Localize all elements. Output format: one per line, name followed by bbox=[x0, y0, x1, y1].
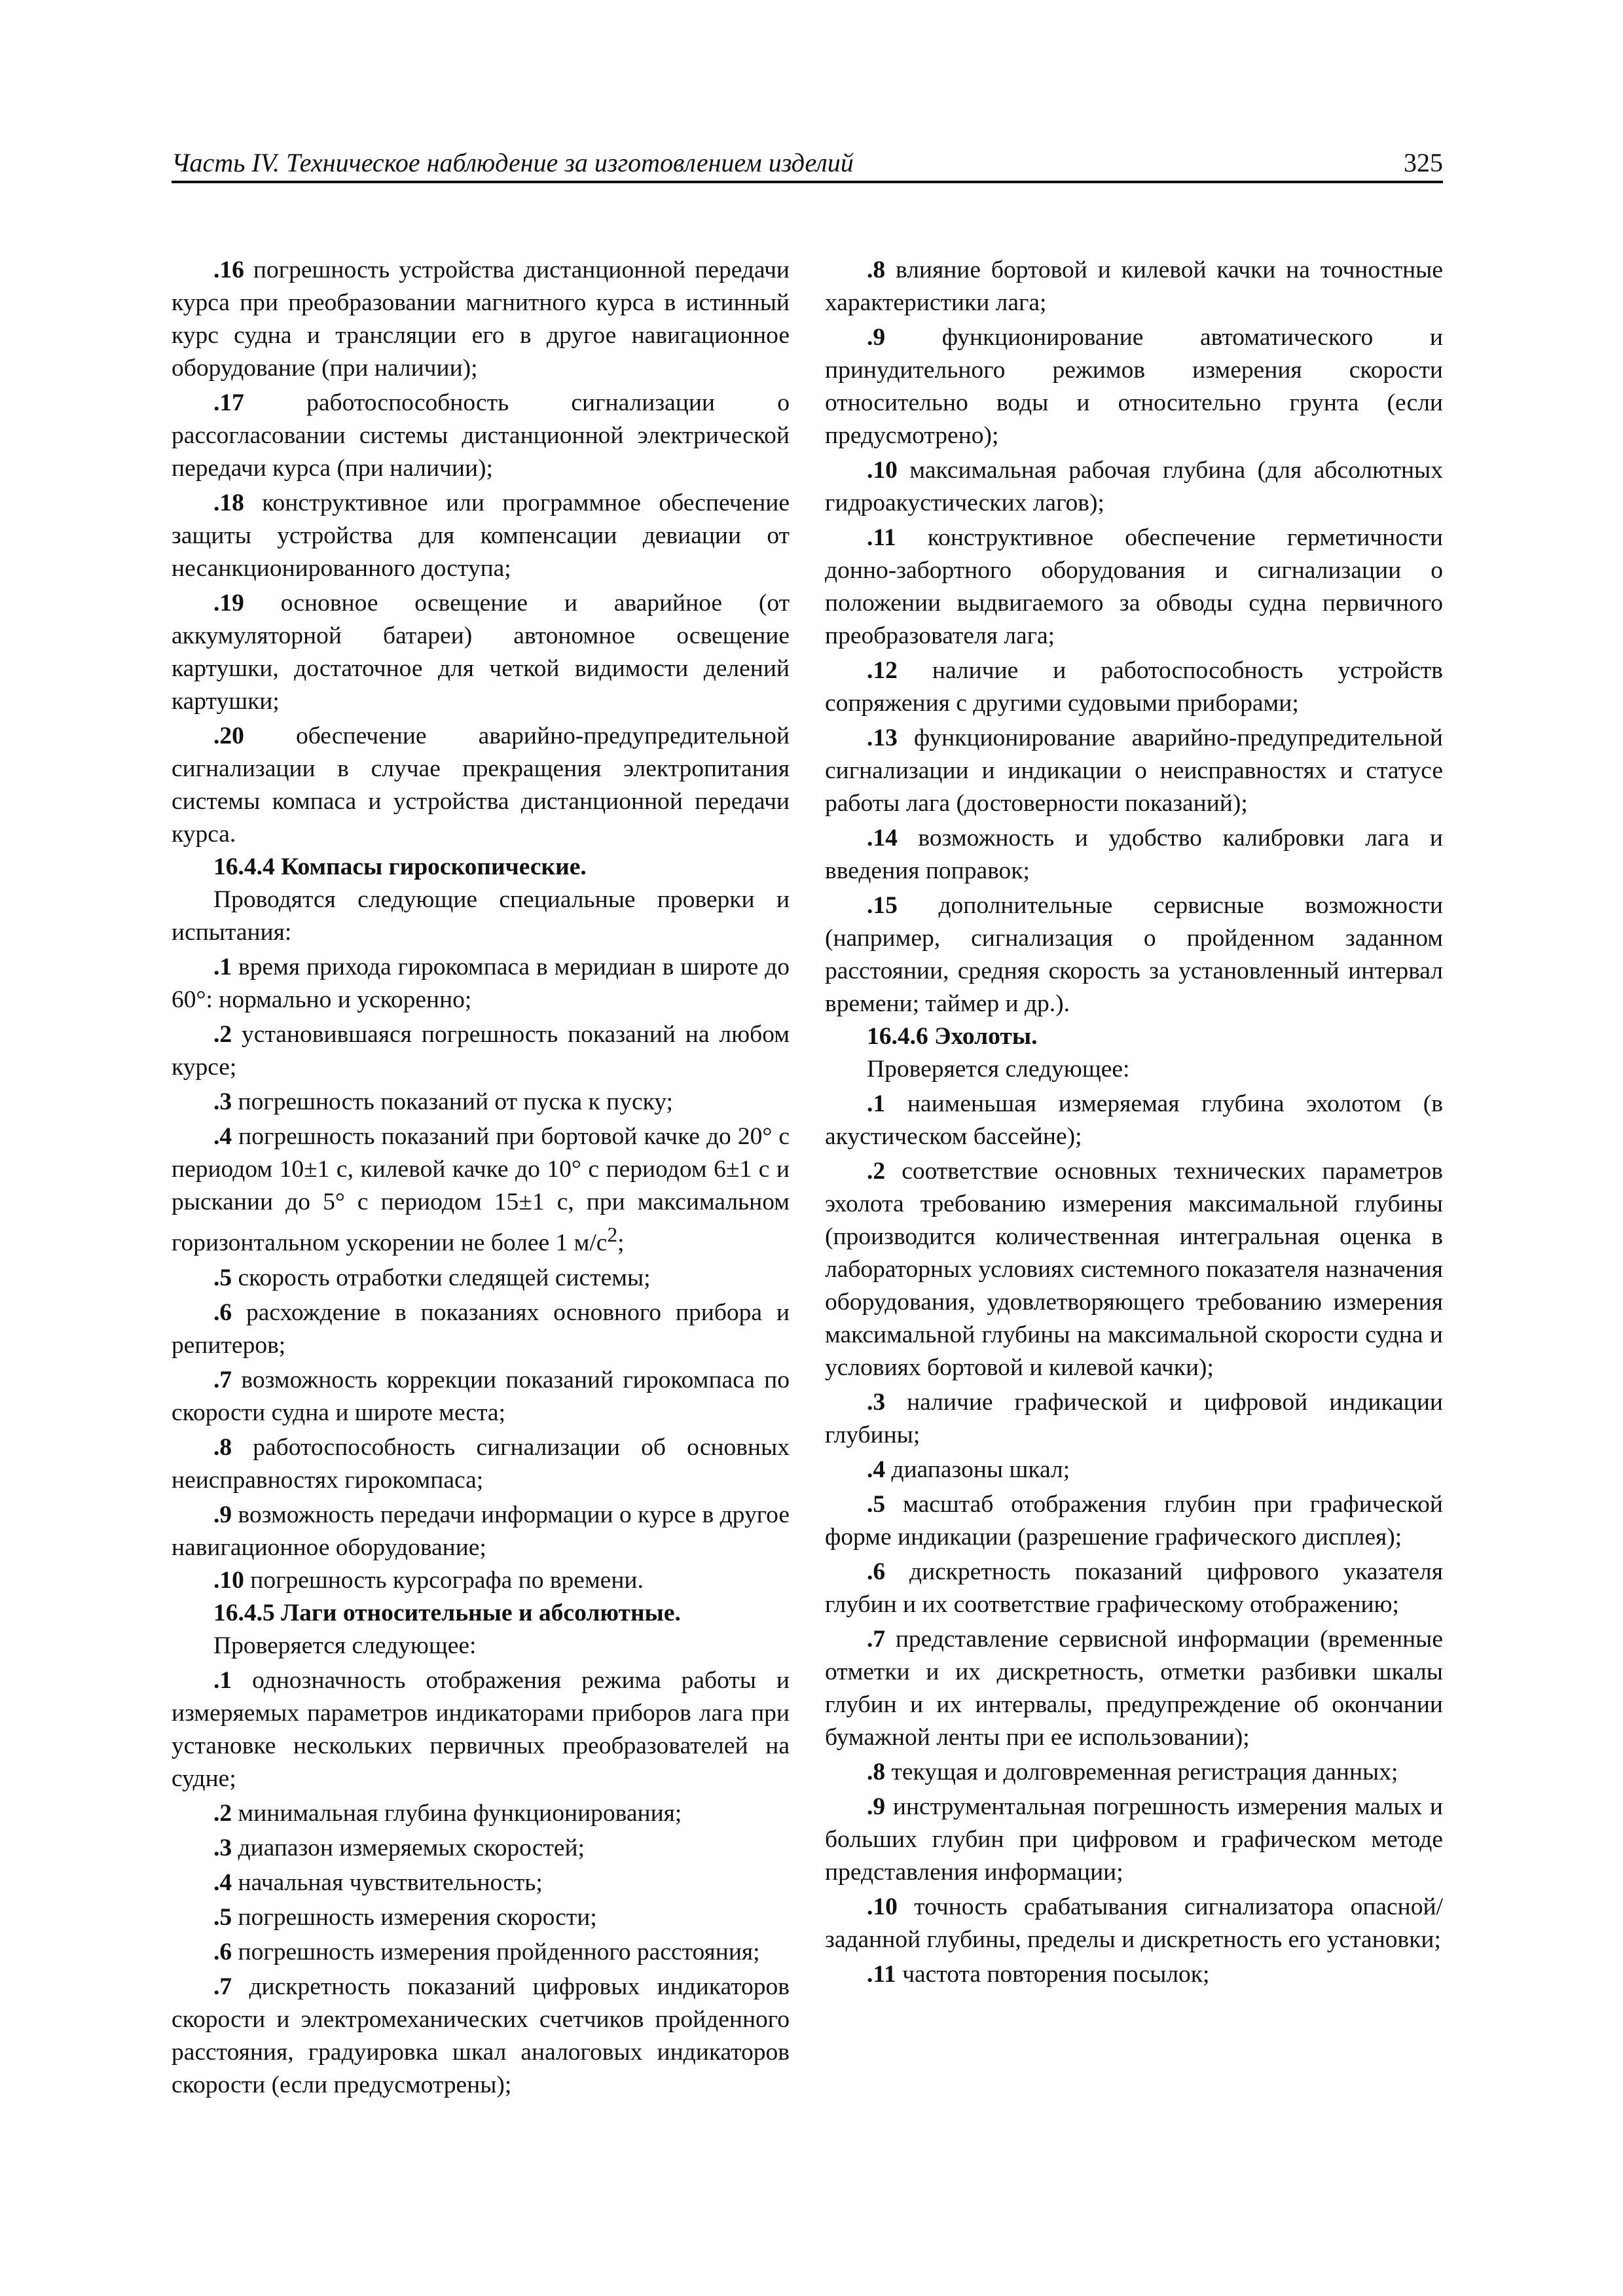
item-20 bbox=[172, 720, 790, 851]
item-text: дискретность показаний цифровых индикаторов скорости и электромеханических счетчиков пройденного расстояния, градуировка шкал аналоговых индикаторов скорости (если предусмотрены); bbox=[172, 1973, 790, 2098]
item-number: .1 bbox=[213, 1666, 232, 1694]
item-text: соответствие основных технических параметров эхолота требованию измерения максимальной глубины (производится количественная интегральная оценка в лабораторных условиях системного показателя назначения оборудования, удовлетворяющего требованию измерения максимальной глубины на максимальной скорости судна и условиях бортовой и килевой качки); bbox=[825, 1158, 1443, 1381]
item-text: погрешность измерения пройденного расстояния; bbox=[232, 1938, 760, 1965]
log-item-7 bbox=[172, 1971, 790, 2102]
item-text: функционирование аварийно-предупредительной сигнализации и индикации о неисправностях и статусе работы лага (достоверности показаний); bbox=[825, 725, 1443, 817]
log-item-11 bbox=[825, 522, 1443, 653]
gyro-item-10 bbox=[172, 1564, 790, 1597]
item-number: .8 bbox=[213, 1433, 232, 1461]
echo-item-9 bbox=[825, 1791, 1443, 1889]
log-item-10 bbox=[825, 454, 1443, 520]
item-number: .5 bbox=[213, 1264, 232, 1291]
item-number: .19 bbox=[213, 590, 244, 617]
item-number: .18 bbox=[213, 490, 244, 516]
item-18 bbox=[172, 487, 790, 585]
item-number: .7 bbox=[867, 1626, 886, 1653]
item-number: .6 bbox=[213, 1938, 232, 1965]
item-number: .1 bbox=[213, 954, 232, 980]
item-text: скорость отработки следящей системы; bbox=[232, 1264, 651, 1291]
section-intro: Проверяется следующее: bbox=[867, 1056, 1130, 1083]
item-text: наличие и работоспособность устройств сопряжения с другими судовыми приборами; bbox=[825, 657, 1443, 717]
item-number: .4 bbox=[213, 1123, 232, 1150]
item-number: .8 bbox=[867, 1759, 886, 1785]
gyro-item-1 bbox=[172, 951, 790, 1016]
item-number: .9 bbox=[213, 1501, 232, 1528]
left-column bbox=[172, 254, 790, 2102]
item-number: .5 bbox=[867, 1491, 886, 1518]
item-text: точность срабатывания сигнализатора опасной/заданной глубины, пределы и дискретность его установки; bbox=[825, 1893, 1443, 1953]
item-number: .9 bbox=[867, 1793, 886, 1820]
header-rule bbox=[172, 181, 1443, 183]
item-number: .14 bbox=[867, 825, 898, 852]
log-item-3 bbox=[172, 1832, 790, 1865]
item-text: максимальная рабочая глубина (для абсолютных гидроакустических лагов); bbox=[825, 457, 1443, 516]
item-text: возможность коррекции показаний гирокомпаса по скорости судна и широте места; bbox=[172, 1366, 790, 1426]
log-item-1 bbox=[172, 1664, 790, 1795]
item-number: .2 bbox=[867, 1158, 886, 1185]
log-item-9 bbox=[825, 321, 1443, 452]
item-number: .3 bbox=[213, 1088, 232, 1115]
log-item-15 bbox=[825, 889, 1443, 1020]
item-number: .11 bbox=[867, 1961, 896, 1988]
item-text: однозначность отображения режима работы и измеряемых параметров индикаторами приборов лага при установке нескольких первичных преобразователей на судне; bbox=[172, 1666, 790, 1792]
item-number: .2 bbox=[213, 1021, 232, 1048]
item-number: .4 bbox=[867, 1456, 886, 1483]
item-text: диапазоны шкал; bbox=[885, 1456, 1070, 1483]
section-intro: Проверяется следующее: bbox=[213, 1632, 477, 1659]
echo-item-3 bbox=[825, 1386, 1443, 1452]
item-text: возможность передачи информации о курсе в другое навигационное оборудование; bbox=[172, 1501, 790, 1561]
item-number: .9 bbox=[867, 324, 886, 351]
gyro-item-7 bbox=[172, 1364, 790, 1429]
item-number: .15 bbox=[867, 892, 898, 919]
item-text: дискретность показаний цифрового указателя глубин и их соответствие графическому отображению; bbox=[825, 1558, 1443, 1618]
item-text: начальная чувствительность; bbox=[232, 1869, 543, 1896]
item-text: обеспечение аварийно-предупредительной сигнализации в случае прекращения электропитания системы компаса и устройства дистанционной передачи курса. bbox=[172, 723, 790, 848]
item-text: наименьшая измеряемая глубина эхолотом (в акустическом бассейне); bbox=[825, 1090, 1443, 1150]
log-item-14 bbox=[825, 822, 1443, 888]
section-heading-16-4-5: 16.4.5 Лаги относительные и абсолютные. bbox=[213, 1599, 681, 1626]
item-text: масштаб отображения глубин при графической форме индикации (разрешение графического дисплея); bbox=[825, 1491, 1443, 1551]
item-text: инструментальная погрешность измерения малых и больших глубин при цифровом и графическом методе представления информации; bbox=[825, 1793, 1443, 1886]
item-text: представление сервисной информации (временные отметки и их дискретность, отметки разбивки шкалы глубин и их интервалы, предупреждение об окончании бумажной ленты при ее использовании); bbox=[825, 1626, 1443, 1751]
gyro-item-4 bbox=[172, 1121, 790, 1260]
echo-item-1 bbox=[825, 1088, 1443, 1153]
item-number: .3 bbox=[213, 1834, 232, 1861]
item-number: .17 bbox=[213, 389, 244, 416]
item-text: конструктивное обеспечение герметичности донно-забортного оборудования и сигнализации о положении выдвигаемого за обводы судна первичного преобразователя лага; bbox=[825, 524, 1443, 649]
item-text: основное освещение и аварийное (от аккумуляторной батареи) автономное освещение картушки, достаточное для четкой видимости делений картушки; bbox=[172, 590, 790, 715]
item-number: .7 bbox=[213, 1973, 232, 2000]
item-text: время прихода гирокомпаса в меридиан в широте до 60°: нормально и ускоренно; bbox=[172, 954, 790, 1013]
echo-item-10 bbox=[825, 1891, 1443, 1956]
gyro-item-9 bbox=[172, 1499, 790, 1564]
gyro-item-2 bbox=[172, 1018, 790, 1084]
item-text: диапазон измеряемых скоростей; bbox=[232, 1834, 585, 1861]
section-intro: Проводятся следующие специальные проверки и испытания: bbox=[172, 886, 790, 946]
item-number: .6 bbox=[867, 1558, 886, 1585]
item-text: частота повторения посылок; bbox=[896, 1961, 1210, 1988]
echo-item-2 bbox=[825, 1155, 1443, 1384]
gyro-item-8 bbox=[172, 1431, 790, 1497]
item-number: .11 bbox=[867, 524, 896, 551]
item-number: .12 bbox=[867, 657, 898, 684]
log-item-2 bbox=[172, 1797, 790, 1830]
page-number: 325 bbox=[1404, 148, 1443, 177]
item-text: влияние бортовой и килевой качки на точностные характеристики лага; bbox=[825, 257, 1443, 316]
item-text: погрешность показаний при бортовой качке до 20° с периодом 10±1 с, килевой качке до 10° с периодом 6±1 с и рыскании до 5° с периодом 15±1 с, при максимальном горизонтальном ускорении не более 1 м/с bbox=[172, 1123, 790, 1257]
item-text: погрешность измерения скорости; bbox=[232, 1903, 597, 1931]
item-text: расхождение в показаниях основного прибора и репитеров; bbox=[172, 1299, 790, 1359]
echo-item-7 bbox=[825, 1623, 1443, 1754]
item-number: .3 bbox=[867, 1389, 886, 1416]
item-text: погрешность курсографа по времени. bbox=[244, 1566, 644, 1594]
item-number: .20 bbox=[213, 723, 244, 749]
gyro-item-6 bbox=[172, 1297, 790, 1362]
right-column bbox=[825, 254, 1443, 1991]
item-text: наличие графической и цифровой индикации глубины; bbox=[825, 1389, 1443, 1448]
echo-item-11 bbox=[825, 1958, 1443, 1991]
section-heading-16-4-4: 16.4.4 Компасы гироскопические. bbox=[213, 853, 587, 880]
log-item-4 bbox=[172, 1867, 790, 1899]
echo-item-6 bbox=[825, 1556, 1443, 1621]
item-number: .5 bbox=[213, 1903, 232, 1931]
log-item-8 bbox=[825, 254, 1443, 319]
superscript: 2 bbox=[607, 1223, 618, 1246]
item-text: погрешность устройства дистанционной передачи курса при преобразовании магнитного курса в истинный курс судна и трансляции его в другое навигационное оборудование (при наличии); bbox=[172, 257, 790, 382]
item-17 bbox=[172, 387, 790, 485]
item-text: функционирование автоматического и принудительного режимов измерения скорости относительно воды и относительно грунта (если предусмотрено); bbox=[825, 324, 1443, 449]
item-text-end: ; bbox=[617, 1229, 625, 1257]
item-text: работоспособность сигнализации об основных неисправностях гирокомпаса; bbox=[172, 1433, 790, 1494]
item-number: .10 bbox=[213, 1566, 244, 1594]
log-item-5 bbox=[172, 1901, 790, 1934]
item-number: .7 bbox=[213, 1366, 232, 1393]
item-16 bbox=[172, 254, 790, 385]
item-number: .10 bbox=[867, 1893, 898, 1920]
item-text: погрешность показаний от пуска к пуску; bbox=[232, 1088, 673, 1115]
item-text: конструктивное или программное обеспечение защиты устройства для компенсации девиации от несанкционированного доступа; bbox=[172, 490, 790, 582]
item-number: .10 bbox=[867, 457, 898, 484]
echo-item-5 bbox=[825, 1488, 1443, 1554]
gyro-item-3 bbox=[172, 1086, 790, 1119]
item-number: .13 bbox=[867, 725, 898, 751]
item-number: .4 bbox=[213, 1869, 232, 1896]
echo-item-8 bbox=[825, 1756, 1443, 1789]
running-title: Часть IV. Техническое наблюдение за изготовлением изделий bbox=[172, 148, 854, 177]
item-text: текущая и долговременная регистрация данных; bbox=[885, 1759, 1398, 1785]
gyro-item-5 bbox=[172, 1262, 790, 1295]
log-item-6 bbox=[172, 1936, 790, 1969]
item-19 bbox=[172, 587, 790, 718]
item-number: .8 bbox=[867, 257, 886, 283]
log-item-13 bbox=[825, 722, 1443, 820]
page-header bbox=[172, 147, 1443, 181]
item-number: .1 bbox=[867, 1090, 886, 1117]
log-item-12 bbox=[825, 655, 1443, 720]
item-number: .16 bbox=[213, 257, 244, 283]
echo-item-4 bbox=[825, 1454, 1443, 1486]
item-text: возможность и удобство калибровки лага и введения поправок; bbox=[825, 825, 1443, 884]
section-heading-16-4-6: 16.4.6 Эхолоты. bbox=[867, 1023, 1038, 1050]
item-text: минимальная глубина функционирования; bbox=[232, 1799, 682, 1827]
item-number: .6 bbox=[213, 1299, 232, 1326]
item-text: установившаяся погрешность показаний на любом курсе; bbox=[172, 1021, 790, 1081]
item-text: дополнительные сервисные возможности (например, сигнализация о пройденном заданном расстоянии, средняя скорость за установленный интервал времени; таймер и др.). bbox=[825, 892, 1443, 1017]
item-number: .2 bbox=[213, 1799, 232, 1827]
item-text: работоспособность сигнализации о рассогласовании системы дистанционной электрической передачи курса (при наличии); bbox=[172, 389, 790, 482]
